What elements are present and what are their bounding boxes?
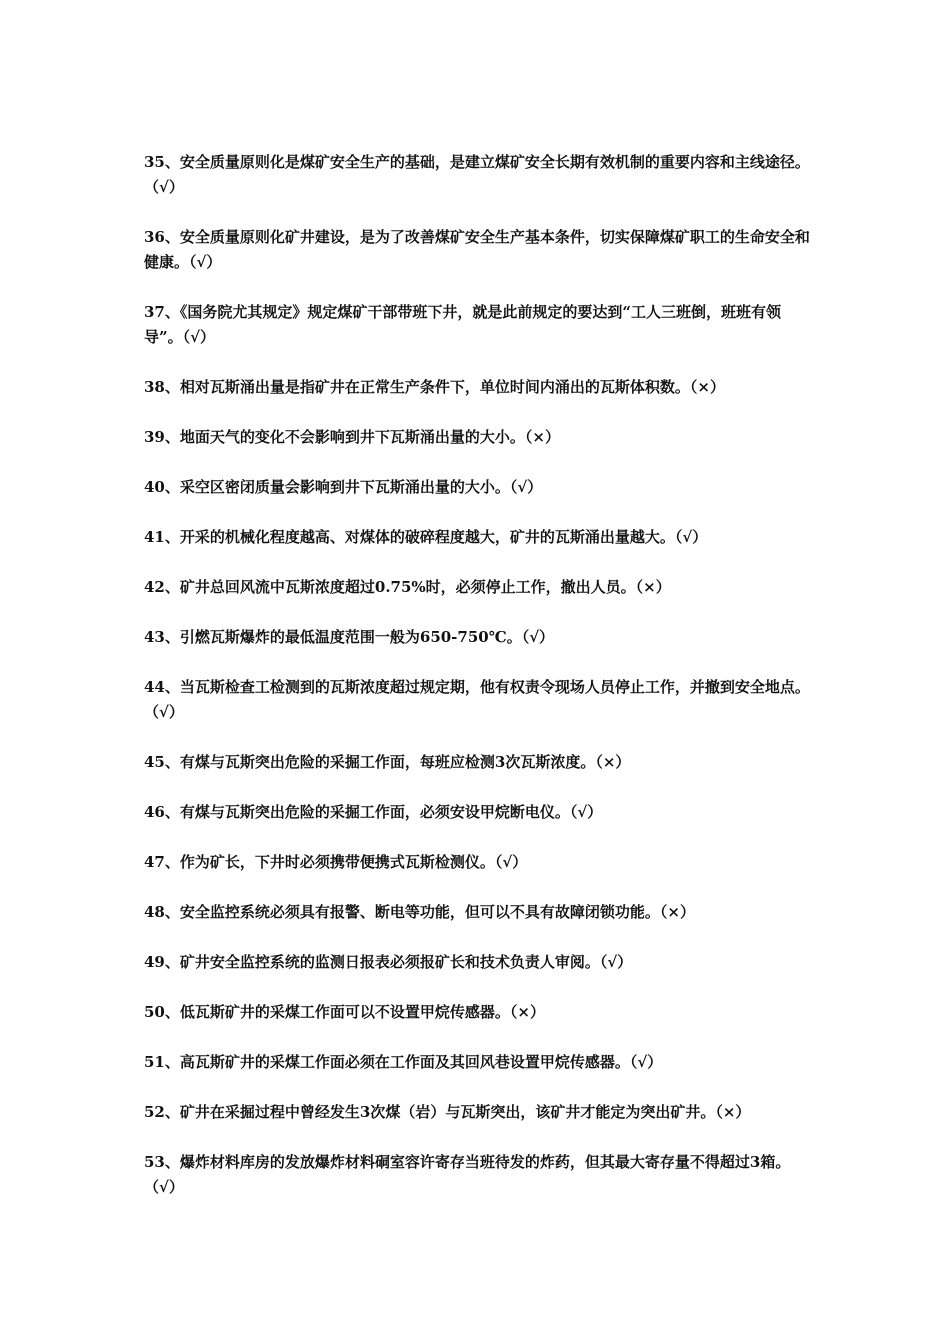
list-item: 47、作为矿长，下井时必须携带便携式瓦斯检测仪。（√） bbox=[144, 853, 528, 871]
list-item: 39、地面天气的变化不会影响到井下瓦斯涌出量的大小。（×） bbox=[144, 428, 560, 446]
list-item: 45、有煤与瓦斯突出危险的采掘工作面，每班应检测3次瓦斯浓度。（×） bbox=[144, 753, 631, 771]
question-list bbox=[144, 150, 810, 1225]
list-item: 42、矿井总回风流中瓦斯浓度超过0.75%时，必须停止工作，撤出人员。（×） bbox=[144, 578, 671, 596]
list-item: 41、开采的机械化程度越高、对煤体的破碎程度越大，矿井的瓦斯涌出量越大。（√） bbox=[144, 528, 708, 546]
list-item: 37、《国务院尤其规定》规定煤矿干部带班下井，就是此前规定的要达到“工人三班倒，班班有领导”。（√） bbox=[144, 303, 782, 346]
list-item: 44、当瓦斯检查工检测到的瓦斯浓度超过规定期，他有权责令现场人员停止工作，并撤到安全地点。（√） bbox=[144, 678, 810, 721]
list-item: 53、爆炸材料库房的发放爆炸材料硐室容许寄存当班待发的炸药，但其最大寄存量不得超过3箱。（√） bbox=[144, 1153, 791, 1196]
list-item: 48、安全监控系统必须具有报警、断电等功能，但可以不具有故障闭锁功能。（×） bbox=[144, 903, 695, 921]
list-item: 51、高瓦斯矿井的采煤工作面必须在工作面及其回风巷设置甲烷传感器。（√） bbox=[144, 1053, 663, 1071]
list-item: 43、引燃瓦斯爆炸的最低温度范围一般为650-750℃。（√） bbox=[144, 628, 555, 646]
list-item: 49、矿井安全监控系统的监测日报表必须报矿长和技术负责人审阅。（√） bbox=[144, 953, 633, 971]
list-item: 50、低瓦斯矿井的采煤工作面可以不设置甲烷传感器。（×） bbox=[144, 1003, 545, 1021]
list-item: 46、有煤与瓦斯突出危险的采掘工作面，必须安设甲烷断电仪。（√） bbox=[144, 803, 603, 821]
list-item: 40、采空区密闭质量会影响到井下瓦斯涌出量的大小。（√） bbox=[144, 478, 543, 496]
list-item: 38、相对瓦斯涌出量是指矿井在正常生产条件下，单位时间内涌出的瓦斯体积数。（×） bbox=[144, 378, 725, 396]
list-item: 35、安全质量原则化是煤矿安全生产的基础，是建立煤矿安全长期有效机制的重要内容和主线途径。（√） bbox=[144, 153, 810, 196]
list-item: 36、安全质量原则化矿井建设，是为了改善煤矿安全生产基本条件，切实保障煤矿职工的生命安全和健康。（√） bbox=[144, 228, 810, 271]
list-item: 52、矿井在采掘过程中曾经发生3次煤（岩）与瓦斯突出，该矿井才能定为突出矿井。（×） bbox=[144, 1103, 751, 1121]
